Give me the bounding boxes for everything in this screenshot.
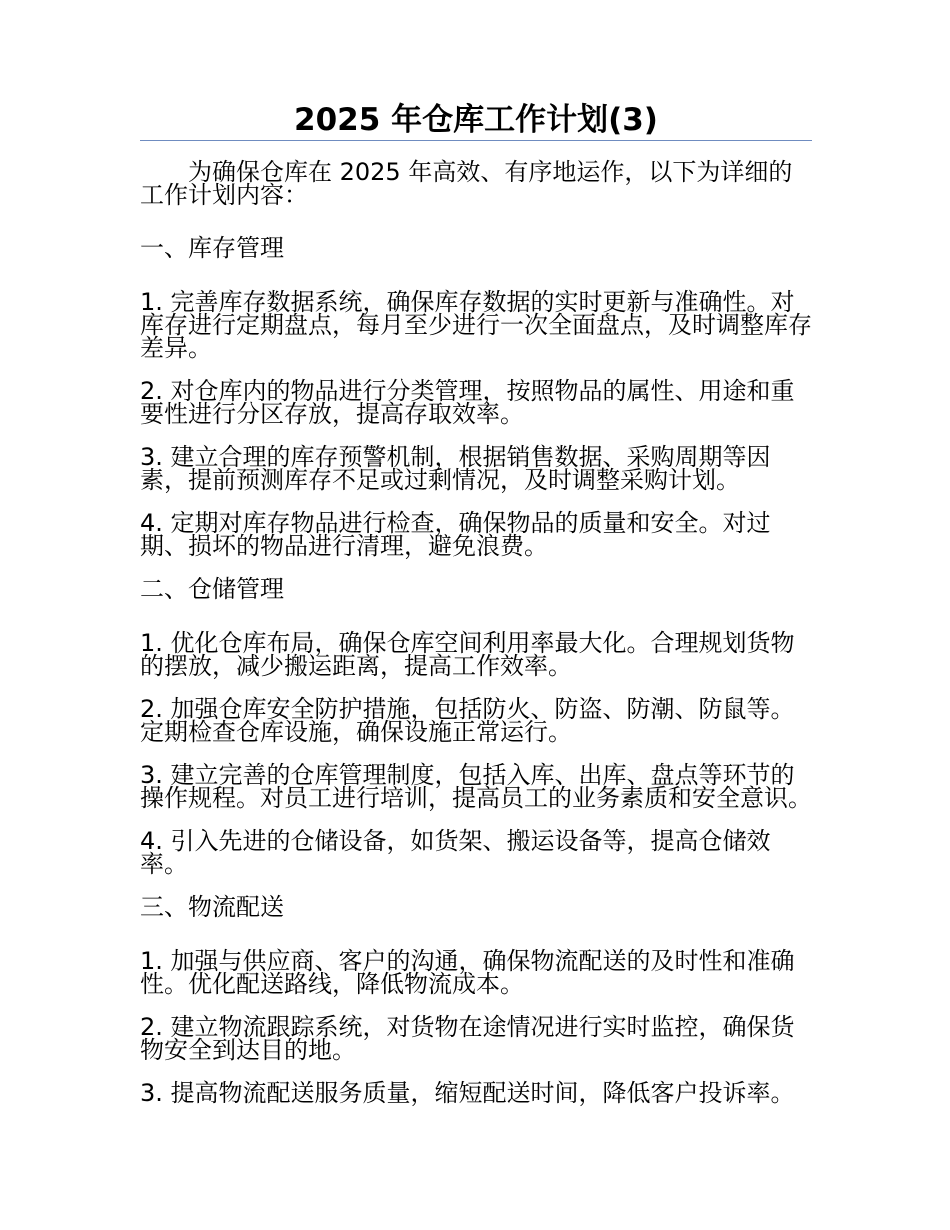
list-item: 3. 建立完善的仓库管理制度，包括入库、出库、盘点等环节的操作规程。对员工进行培训，提高员工的业务素质和安全意识。 <box>140 761 812 812</box>
list-item: 2. 对仓库内的物品进行分类管理，按照物品的属性、用途和重要性进行分区存放，提高存取效率。 <box>140 377 795 428</box>
list-item: 3. 提高物流配送服务质量，缩短配送时间，降低客户投诉率。 <box>140 1079 795 1107</box>
list-item: 4. 定期对库存物品进行检查，确保物品的质量和安全。对过期、损坏的物品进行清理，避免浪费。 <box>140 509 771 560</box>
list-item: 4. 引入先进的仓储设备，如货架、搬运设备等，提高仓储效率。 <box>140 827 771 878</box>
document-page <box>140 100 812 1125</box>
section-logistics-delivery <box>140 893 812 1107</box>
intro-paragraph: 为确保仓库在 2025 年高效、有序地运作，以下为详细的工作计划内容： <box>140 158 793 209</box>
list-item: 2. 加强仓库安全防护措施，包括防火、防盗、防潮、防鼠等。定期检查仓库设施，确保设施正常运行。 <box>140 695 795 746</box>
document-title: 2025 年仓库工作计划(3) <box>294 102 658 138</box>
section-heading: 一、库存管理 <box>140 234 284 262</box>
list-item: 3. 建立合理的库存预警机制，根据销售数据、采购周期等因素，提前预测库存不足或过剩情况，及时调整采购计划。 <box>140 443 771 494</box>
list-item: 2. 建立物流跟踪系统，对货物在途情况进行实时监控，确保货物安全到达目的地。 <box>140 1013 795 1064</box>
section-heading: 三、物流配送 <box>140 893 284 921</box>
section-heading: 二、仓储管理 <box>140 575 284 603</box>
section-warehousing-management <box>140 575 812 878</box>
list-item: 1. 完善库存数据系统，确保库存数据的实时更新与准确性。对库存进行定期盘点，每月至少进行一次全面盘点，及时调整库存差异。 <box>140 288 812 362</box>
title-underline <box>140 140 812 141</box>
section-inventory-management <box>140 234 812 560</box>
list-item: 1. 加强与供应商、客户的沟通，确保物流配送的及时性和准确性。优化配送路线，降低物流成本。 <box>140 947 795 998</box>
list-item: 1. 优化仓库布局，确保仓库空间利用率最大化。合理规划货物的摆放，减少搬运距离，提高工作效率。 <box>140 629 795 680</box>
